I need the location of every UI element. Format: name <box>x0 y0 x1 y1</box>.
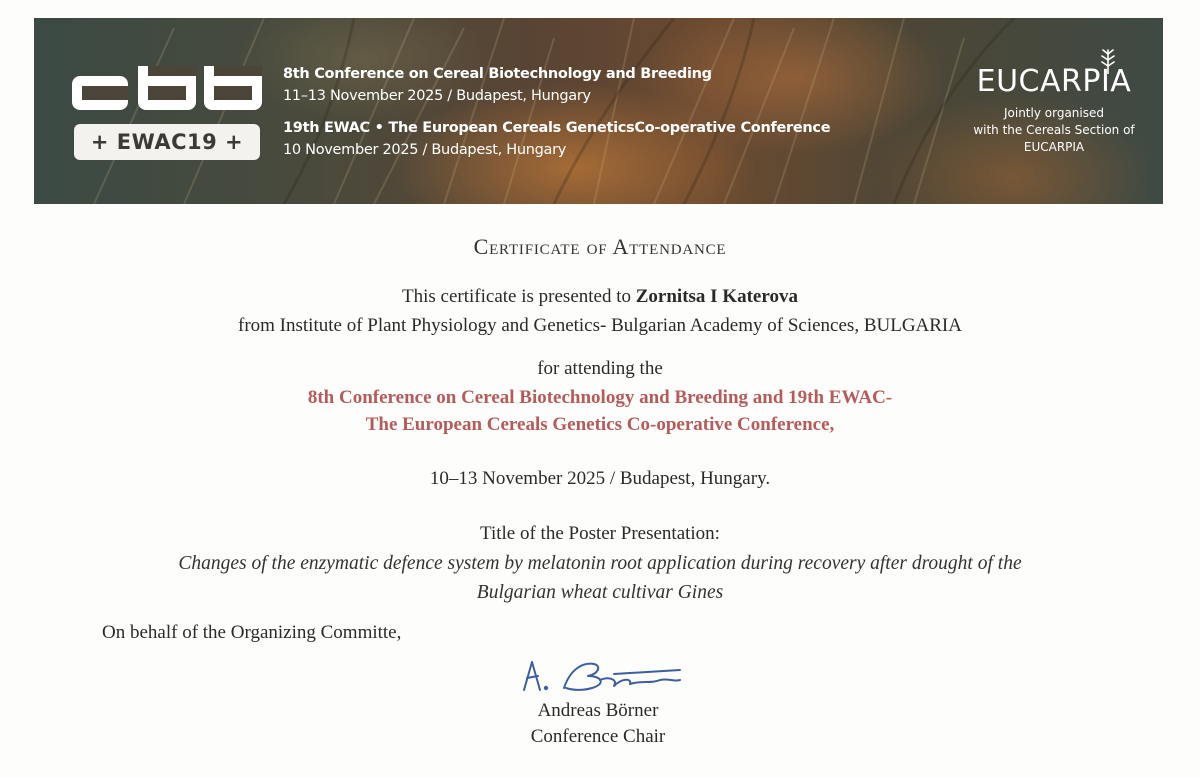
eucarpia-logo-text: EUCARPIA <box>976 64 1132 99</box>
presented-prefix: This certificate is presented to <box>402 286 636 307</box>
poster-label: Title of the Poster Presentation: <box>480 523 720 544</box>
signer-name: Andreas Börner <box>537 700 659 721</box>
recipient-name: Zornitsa I Katerova <box>635 286 798 307</box>
poster-title-line-2: Bulgarian wheat cultivar Gines <box>476 582 724 603</box>
on-behalf-line: On behalf of the Organizing Committe, <box>102 622 402 643</box>
wheat-icon <box>1097 46 1119 74</box>
handwritten-signature <box>510 650 690 700</box>
eucarpia-note-2: with the Cereals Section of <box>973 123 1135 137</box>
conference-1-details: 11–13 November 2025 / Budapest, Hungary <box>283 88 591 104</box>
ewac19-badge: + EWAC19 + <box>74 124 260 160</box>
conference-2-details: 10 November 2025 / Budapest, Hungary <box>283 142 567 158</box>
presented-line <box>0 286 1200 308</box>
cbb-logo <box>72 66 262 114</box>
eucarpia-note-1: Jointly organised <box>1003 106 1104 120</box>
eucarpia-note-3: EUCARPIA <box>1023 140 1085 154</box>
event-dates: 10–13 November 2025 / Budapest, Hungary. <box>429 468 771 489</box>
eucarpia-block <box>954 44 1154 156</box>
conference-1-title: 8th Conference on Cereal Biotechnology and Breeding <box>283 66 712 82</box>
conference-banner <box>34 18 1163 204</box>
poster-title-line-1: Changes of the enzymatic defence system by melatonin root application during recovery after drought of the <box>178 553 1022 574</box>
certificate-title: Certificate of Attendance <box>473 234 727 259</box>
conference-2-title: 19th EWAC • The European Cereals GeneticsCo-operative Conference <box>283 120 831 136</box>
conference-name-line-2: The European Cereals Genetics Co-operative Conference, <box>365 414 835 435</box>
for-attending-line: for attending the <box>537 358 663 379</box>
conference-name-line-1: 8th Conference on Cereal Biotechnology and Breeding and 19th EWAC- <box>307 387 893 408</box>
signer-role: Conference Chair <box>530 726 666 747</box>
affiliation-line: from Institute of Plant Physiology and Genetics- Bulgarian Academy of Sciences, BULGARIA <box>238 315 962 336</box>
